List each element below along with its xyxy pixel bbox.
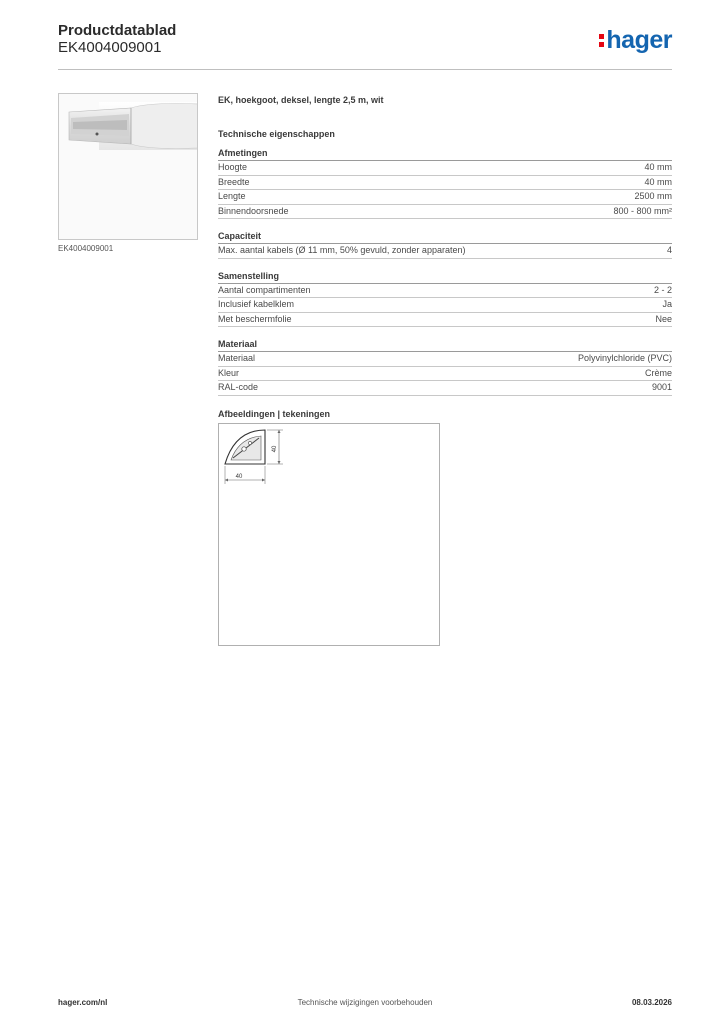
- footer-website: hager.com/nl: [58, 998, 108, 1007]
- logo-dots-icon: [599, 31, 605, 49]
- product-description: EK, hoekgoot, deksel, lengte 2,5 m, wit: [218, 95, 384, 105]
- tech-properties-title: Technische eigenschappen: [218, 129, 335, 139]
- photo-caption: EK4004009001: [58, 244, 114, 253]
- row-value: 800 - 800 mm²: [613, 205, 672, 216]
- row-label: Max. aantal kabels (Ø 11 mm, 50% gevuld, zonder apparaten): [218, 245, 466, 255]
- row-value: 40 mm: [644, 162, 672, 172]
- section-samenstelling: [218, 270, 672, 328]
- cable-duct-image-icon: [59, 94, 198, 240]
- dimension-width-label: 40: [235, 473, 243, 480]
- table-row: [218, 298, 672, 313]
- table-row: [218, 205, 672, 220]
- section-materiaal: [218, 338, 672, 396]
- row-value: 9001: [651, 382, 672, 392]
- table-row: [218, 352, 672, 367]
- row-label: Kleur: [218, 367, 240, 378]
- section-capaciteit: [218, 230, 672, 259]
- row-label: Binnendoorsnede: [218, 205, 289, 216]
- row-value: Polyvinylchloride (PVC): [577, 353, 672, 363]
- section-title: Capaciteit: [218, 230, 672, 244]
- row-value: 4: [666, 245, 672, 255]
- section-title: Materiaal: [218, 338, 672, 352]
- dimension-height-label: 40: [272, 445, 278, 452]
- row-label: Aantal compartimenten: [218, 284, 311, 295]
- hager-logo: [599, 26, 672, 55]
- table-row: [218, 176, 672, 191]
- row-value: Nee: [655, 313, 672, 324]
- main-content: [218, 93, 672, 646]
- table-row: [218, 381, 672, 396]
- row-label: Lengte: [218, 191, 246, 201]
- table-row: [218, 367, 672, 382]
- technical-drawing: [218, 423, 440, 646]
- header-divider: [58, 69, 672, 70]
- footer-notice: Technische wijzigingen voorbehouden: [297, 998, 433, 1007]
- table-row: [218, 313, 672, 328]
- logo-text: hager: [606, 26, 672, 54]
- cross-section-drawing-icon: [219, 424, 439, 645]
- row-label: RAL-code: [218, 382, 259, 392]
- section-title: Afmetingen: [218, 147, 672, 161]
- table-row: [218, 161, 672, 176]
- table-row: [218, 190, 672, 205]
- row-label: Met beschermfolie: [218, 313, 292, 324]
- row-label: Breedte: [218, 176, 250, 187]
- section-title: Samenstelling: [218, 270, 672, 284]
- row-label: Inclusief kabelklem: [218, 299, 295, 309]
- page-footer: [58, 998, 672, 1012]
- table-row: [218, 244, 672, 259]
- page-header: [58, 22, 672, 70]
- product-photo: [58, 93, 198, 240]
- row-value: 2500 mm: [634, 191, 672, 201]
- row-value: 40 mm: [644, 176, 672, 187]
- row-label: Materiaal: [218, 353, 256, 363]
- row-label: Hoogte: [218, 162, 248, 172]
- footer-date: 08.03.2026: [631, 998, 672, 1007]
- table-row: [218, 284, 672, 299]
- images-title: Afbeeldingen | tekeningen: [218, 408, 331, 419]
- row-value: 2 - 2: [653, 284, 672, 295]
- row-value: Crème: [644, 367, 672, 378]
- product-code: EK4004009001: [58, 39, 162, 56]
- document-title: Productdatablad: [58, 22, 177, 39]
- row-value: Ja: [662, 299, 672, 309]
- section-afmetingen: [218, 147, 672, 219]
